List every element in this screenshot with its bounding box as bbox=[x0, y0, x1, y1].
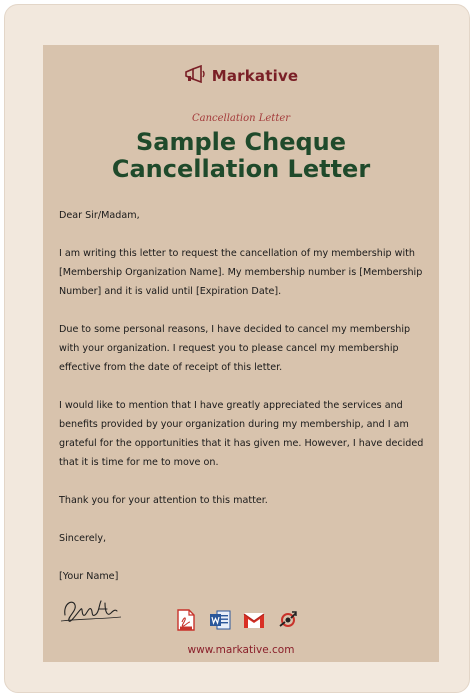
salutation: Dear Sir/Madam, bbox=[59, 210, 140, 221]
pdf-icon[interactable] bbox=[175, 608, 197, 632]
website-link[interactable]: www.markative.com bbox=[187, 644, 295, 656]
page-title bbox=[43, 129, 439, 183]
letter-card bbox=[43, 45, 439, 662]
share-icon[interactable] bbox=[277, 608, 299, 632]
name-placeholder: [Your Name] bbox=[59, 571, 119, 582]
megaphone-icon bbox=[184, 65, 208, 87]
brand-logo[interactable] bbox=[43, 65, 439, 87]
title-line-2: Cancellation Letter bbox=[111, 155, 371, 183]
gmail-icon[interactable] bbox=[243, 608, 265, 632]
page-frame bbox=[4, 4, 470, 693]
letter-subtitle: Cancellation Letter bbox=[191, 113, 291, 124]
paragraph-3: I would like to mention that I have greatly appreciated the services and benefits provided by your organization during my membership, and I am grateful for the opportunities that it has given me. However, I have decided that it is time for me to move on. bbox=[59, 400, 424, 468]
brand-name: Markative bbox=[211, 67, 299, 85]
letter-body bbox=[59, 206, 427, 586]
download-icons bbox=[175, 608, 299, 632]
word-icon[interactable] bbox=[209, 608, 231, 632]
title-line-1: Sample Cheque bbox=[135, 128, 347, 156]
closing: Sincerely, bbox=[59, 533, 107, 544]
signature-image bbox=[59, 593, 123, 627]
paragraph-2: Due to some personal reasons, I have decided to cancel my membership with your organization. I request you to please cancel my membership effective from the date of receipt of this letter. bbox=[59, 324, 411, 373]
paragraph-1: I am writing this letter to request the cancellation of my membership with [Membership Organization Name]. My membership number is [Membership Number] and it is valid until [Expiration Date]. bbox=[59, 248, 423, 297]
paragraph-4: Thank you for your attention to this matter. bbox=[59, 495, 268, 506]
